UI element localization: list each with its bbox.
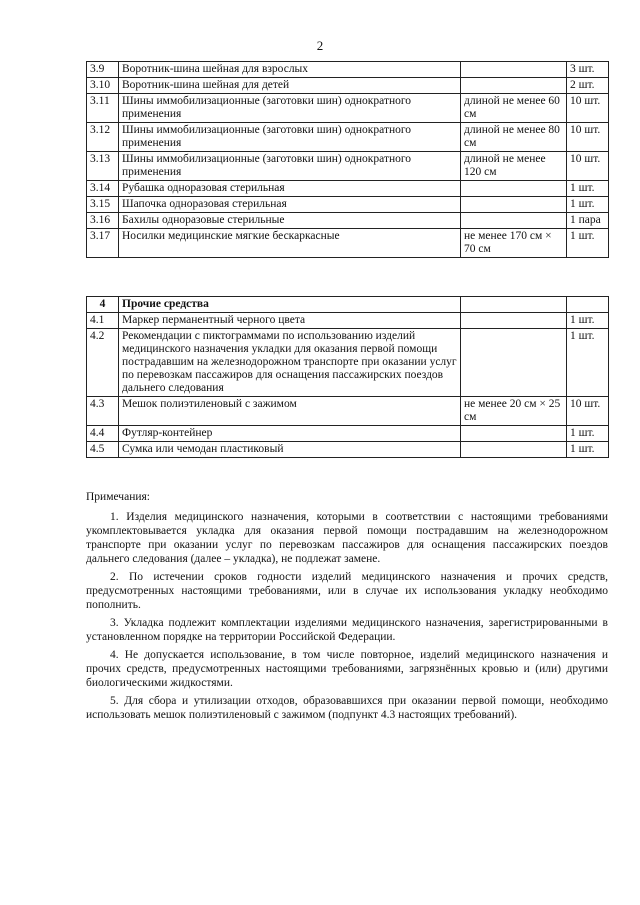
table-row — [87, 442, 609, 458]
table-row — [87, 94, 609, 123]
cell-num: 3.16 — [87, 213, 119, 229]
note-item: 2. По истечении сроков годности изделий медицинского назначения и прочих средств, предусмотренных настоящими требованиями, или в случае их использования укладку необходимо пополнить. — [86, 571, 608, 611]
table-row — [87, 197, 609, 213]
cell-spec — [461, 197, 567, 213]
table-row — [87, 426, 609, 442]
cell-name: Шины иммобилизационные (заготовки шин) однократного применения — [119, 94, 461, 123]
cell-name: Шапочка одноразовая стерильная — [119, 197, 461, 213]
cell-num: 3.17 — [87, 229, 119, 258]
table-row — [87, 62, 609, 78]
cell-spec — [461, 213, 567, 229]
cell-qty: 3 шт. — [567, 62, 609, 78]
cell-num: 3.9 — [87, 62, 119, 78]
cell-spec — [461, 62, 567, 78]
equipment-table-section-3 — [86, 61, 609, 258]
cell-num: 3.10 — [87, 78, 119, 94]
section-number: 4 — [87, 297, 119, 313]
cell-num: 4.5 — [87, 442, 119, 458]
cell-qty: 10 шт. — [567, 123, 609, 152]
cell-qty: 1 пара — [567, 213, 609, 229]
page-number: 2 — [316, 38, 324, 53]
cell-name: Бахилы одноразовые стерильные — [119, 213, 461, 229]
note-item: 4. Не допускается использование, в том числе повторное, изделий медицинского назначения и прочих средств, предусмотренных настоящими требованиями, загрязнённых кровью и (или) другими биологическими жидкостями. — [86, 649, 608, 689]
cell-qty: 2 шт. — [567, 78, 609, 94]
cell-qty: 1 шт. — [567, 197, 609, 213]
cell-qty: 1 шт. — [567, 329, 609, 397]
section-header-row — [87, 297, 609, 313]
table-row — [87, 229, 609, 258]
cell-qty: 1 шт. — [567, 442, 609, 458]
cell-spec: не менее 170 см × 70 см — [461, 229, 567, 258]
note-item: 3. Укладка подлежит комплектации изделиями медицинского назначения, зарегистрированными в установленном порядке на территории Российской Федерации. — [86, 617, 608, 643]
cell-qty: 10 шт. — [567, 152, 609, 181]
cell-name: Футляр-контейнер — [119, 426, 461, 442]
cell-spec: не менее 20 см × 25 см — [461, 397, 567, 426]
cell-spec — [461, 313, 567, 329]
table-row — [87, 181, 609, 197]
cell-qty: 10 шт. — [567, 397, 609, 426]
cell-num: 3.15 — [87, 197, 119, 213]
cell-spec — [461, 442, 567, 458]
note-item: 1. Изделия медицинского назначения, которыми в соответствии с настоящими требованиями укомплектовывается укладка для оказания первой помощи пострадавшим на железнодорожном транспорте при оказании услуг по перевозкам пассажиров для оснащения пассажирских поездов дальнего следования (далее – укладка), не подлежат замене. — [86, 511, 608, 565]
cell-num: 4.3 — [87, 397, 119, 426]
cell-spec — [461, 78, 567, 94]
cell-name: Шины иммобилизационные (заготовки шин) однократного применения — [119, 152, 461, 181]
cell-spec: длиной не менее 60 см — [461, 94, 567, 123]
cell-num: 3.12 — [87, 123, 119, 152]
cell-num: 3.13 — [87, 152, 119, 181]
section-title: Прочие средства — [119, 297, 461, 313]
cell-spec — [461, 181, 567, 197]
cell-num: 4.4 — [87, 426, 119, 442]
cell-qty: 1 шт. — [567, 181, 609, 197]
cell-qty: 1 шт. — [567, 313, 609, 329]
cell-name: Воротник-шина шейная для детей — [119, 78, 461, 94]
note-item: 5. Для сбора и утилизации отходов, образовавшихся при оказании первой помощи, необходимо использовать мешок полиэтиленовый с зажимом (подпункт 4.3 настоящих требований). — [86, 695, 608, 721]
cell-num: 4.2 — [87, 329, 119, 397]
table-row — [87, 123, 609, 152]
cell-name: Воротник-шина шейная для взрослых — [119, 62, 461, 78]
table-row — [87, 78, 609, 94]
cell-spec — [461, 329, 567, 397]
cell-qty: 1 шт. — [567, 229, 609, 258]
table-row — [87, 313, 609, 329]
notes-title: Примечания: — [86, 491, 150, 503]
table-row — [87, 397, 609, 426]
empty-cell — [567, 297, 609, 313]
notes-section — [86, 490, 608, 726]
cell-spec — [461, 426, 567, 442]
cell-num: 4.1 — [87, 313, 119, 329]
cell-name: Маркер перманентный черного цвета — [119, 313, 461, 329]
cell-qty: 1 шт. — [567, 426, 609, 442]
table-row — [87, 329, 609, 397]
cell-spec: длиной не менее 80 см — [461, 123, 567, 152]
cell-qty: 10 шт. — [567, 94, 609, 123]
cell-num: 3.14 — [87, 181, 119, 197]
cell-name: Сумка или чемодан пластиковый — [119, 442, 461, 458]
cell-num: 3.11 — [87, 94, 119, 123]
table-row — [87, 213, 609, 229]
cell-name: Шины иммобилизационные (заготовки шин) однократного применения — [119, 123, 461, 152]
cell-name: Носилки медицинские мягкие бескаркасные — [119, 229, 461, 258]
cell-spec: длиной не менее 120 см — [461, 152, 567, 181]
table-row — [87, 152, 609, 181]
cell-name: Мешок полиэтиленовый с зажимом — [119, 397, 461, 426]
empty-cell — [461, 297, 567, 313]
cell-name: Рубашка одноразовая стерильная — [119, 181, 461, 197]
equipment-table-section-4 — [86, 296, 609, 458]
cell-name: Рекомендации с пиктограммами по использованию изделий медицинского назначения укладки для оказания первой помощи пострадавшим на железнодорожном транспорте при оказании услуг по перевозкам пассажиров для оснащения пассажирских поездов дальнего следования — [119, 329, 461, 397]
